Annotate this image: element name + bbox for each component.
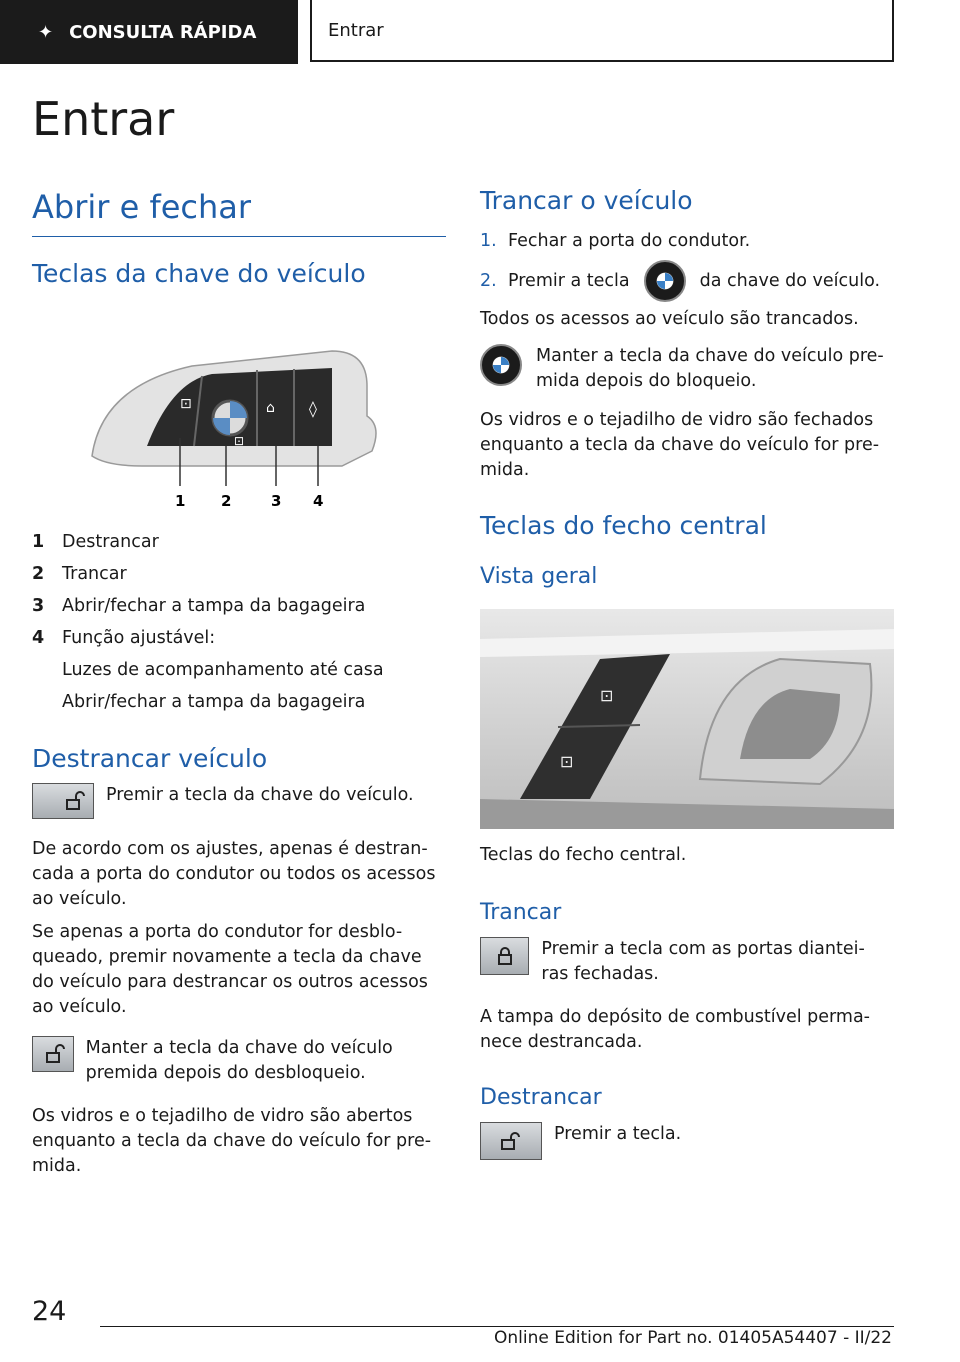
list-item: 3 Abrir/fechar a tampa da bagageira [32,596,366,616]
right-column [480,180,894,1160]
svg-text:◊: ◊ [309,399,317,418]
current-section-tab [310,0,894,62]
list-item: 2. Premir a tecla da chave do veículo. [480,259,894,303]
callout-label: 4 [313,492,324,510]
lock-instruction [480,937,894,987]
page-title: Entrar [32,92,175,146]
footer-divider [100,1326,894,1327]
edition-text: Online Edition for Part no. 01405A54407 - II/22 [493,1328,892,1348]
unlock-button-icon [32,783,94,819]
svg-text:⊡: ⊡ [560,752,574,771]
bmw-key-icon [644,260,686,302]
callout-label: 3 [271,492,282,510]
photo-caption: Teclas do fecho central. [480,845,687,865]
unlock-text: Premir a tecla da chave do veículo. [106,785,414,805]
key-function-list [32,526,446,654]
unlock-title: Destrancar veículo [32,744,268,773]
unlock-text: Premir a tecla. [554,1124,682,1144]
svg-text:⊡: ⊡ [234,434,245,448]
section-title: Abrir e fechar [32,180,446,237]
unlock-button-icon [480,1122,542,1160]
lock-steps [480,223,894,303]
list-item: 2 Trancar [32,564,127,584]
left-column [32,180,446,1179]
callout-label: 2 [221,492,232,510]
central-locking-title: Teclas do fecho central [480,511,767,540]
keys-title: Teclas da chave do veículo [32,259,366,288]
lock-text: Premir a tecla com as portas diantei- ras fechadas. [541,939,865,984]
unlock-instruction [480,1122,894,1160]
list-item: 1 Destrancar [32,532,159,552]
unlock-button-icon [32,1036,74,1072]
page-number: 24 [32,1296,67,1327]
paragraph: De acordo com os ajustes, apenas é destran- cada a porta do condutor ou todos os acessos ao veículo. [32,839,436,909]
star-icon: ✦ [38,21,54,43]
svg-text:⊡: ⊡ [180,396,192,412]
lock-subtitle: Trancar [480,900,562,925]
current-section-label: Entrar [328,19,384,41]
central-locking-photo [480,609,894,829]
unlock-instruction [32,783,446,819]
paragraph: Os vidros e o tejadilho de vidro são abertos enquanto a tecla da chave do veículo for pre- mida. [32,1106,432,1176]
svg-text:⌂: ⌂ [266,400,275,416]
unlock-subtitle: Destrancar [480,1085,602,1110]
list-item: 1. Fechar a porta do condutor. [480,231,751,251]
lock-title: Trancar o veículo [480,186,693,215]
quick-reference-tab[interactable] [0,0,298,64]
list-item: 4 Função ajustável: [32,628,216,648]
hint-text: Manter a tecla da chave do veículo premida depois do desbloqueio. [85,1038,393,1083]
key-fob-illustration [32,326,446,516]
overview-title: Vista geral [480,564,598,589]
bmw-key-icon [480,344,522,386]
paragraph: A tampa do depósito de combustível perma- nece destrancada. [480,1007,870,1052]
lock-button-icon [480,937,529,975]
unlock-hold-hint [32,1036,446,1086]
hint-text: Manter a tecla da chave do veículo pre- mida depois do bloqueio. [536,346,884,391]
list-subitem: Abrir/fechar a tampa da bagageira [62,692,366,712]
paragraph: Os vidros e o tejadilho de vidro são fechados enquanto a tecla da chave do veículo for pre- mida. [480,410,880,480]
paragraph: Todos os acessos ao veículo são trancados. [480,309,859,329]
callout-label: 1 [175,492,186,510]
lock-hold-hint [480,344,894,394]
paragraph: Se apenas a porta do condutor for desblo- queado, premir novamente a tecla da chave do veículo para destrancar os outros acessos ao veículo. [32,922,428,1017]
list-subitem: Luzes de acompanhamento até casa [62,660,384,680]
svg-text:⊡: ⊡ [600,686,614,705]
quick-reference-label: CONSULTA RÁPIDA [69,21,257,43]
